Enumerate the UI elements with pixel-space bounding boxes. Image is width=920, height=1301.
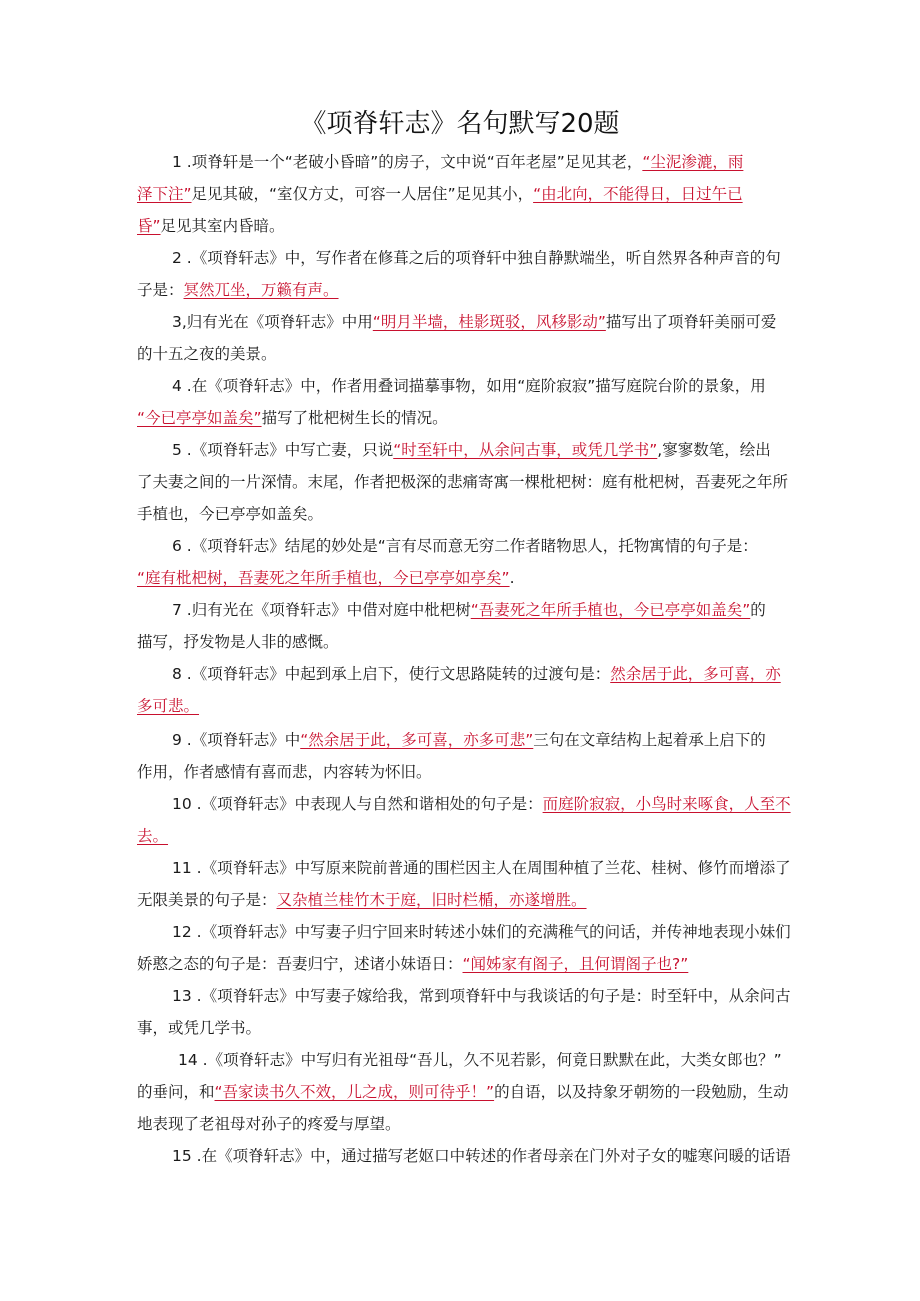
question-text: 6 .《项脊轩志》结尾的妙处是“言有尽而意无穷二作者睹物思人，托物寓情的句子是： — [172, 537, 758, 555]
answer-text: “由北向，不能得日，日过午已 — [533, 185, 743, 203]
question-4 — [172, 370, 822, 402]
question-text: 4 .在《项脊轩志》中，作者用叠词描摹事物，如用“庭阶寂寂”描写庭院台阶的景象，用 — [172, 377, 766, 395]
question-text: 的 — [750, 601, 766, 619]
question-text: 无限美景的句子是： — [137, 891, 277, 909]
question-text: 的自语，以及持象牙朝笏的一段勉励，生动 — [494, 1083, 789, 1101]
question-14 — [178, 1044, 828, 1076]
answer-text: 去。 — [137, 827, 169, 845]
answer-text: 又杂植兰桂竹木于庭，旧时栏楯，亦遂增胜。 — [276, 891, 587, 909]
question-text: 足见其破，“室仅方丈，可容一人居住”足见其小， — [191, 185, 534, 203]
question-2-cont — [137, 274, 787, 306]
question-text: 9 .《项脊轩志》中 — [172, 731, 301, 749]
question-text: ,寥寥数笔，绘出 — [657, 441, 771, 459]
question-11-cont — [137, 884, 787, 916]
question-text: 地表现了老祖母对孙子的疼爱与厚望。 — [137, 1115, 401, 1133]
question-text: 描写出了项脊轩美丽可爱 — [605, 313, 777, 331]
question-text: 7 .归有光在《项脊轩志》中借对庭中枇杷树 — [172, 601, 471, 619]
answer-text: “吾家读书久不效，儿之成，则可待乎！” — [214, 1083, 495, 1101]
answer-text: “吾妻死之年所手植也，今已亭亭如盖矣” — [470, 601, 751, 619]
question-12-cont — [137, 948, 787, 980]
question-text: 的十五之夜的美景。 — [137, 345, 277, 363]
question-6 — [172, 530, 822, 562]
question-2 — [172, 242, 822, 274]
question-text: 12 .《项脊轩志》中写妻子归宁回来时转述小妹们的充满稚气的问话，并传神地表现小妹们 — [172, 923, 791, 941]
answer-text: “今已亭亭如盖矣” — [137, 409, 262, 427]
question-1-cont — [137, 178, 787, 242]
question-text: 子是： — [137, 281, 184, 299]
document-title: 《项脊轩志》名句默写20题 — [300, 109, 620, 139]
question-text: 8 .《项脊轩志》中起到承上启下，使行文思路陡转的过渡句是： — [172, 665, 611, 683]
answer-text: “明月半墙，桂影斑驳，风移影动” — [372, 313, 606, 331]
answer-text: “时至轩中，从余问古事，或凭几学书” — [393, 441, 658, 459]
question-6-cont — [137, 562, 787, 594]
question-text: 娇憨之态的句子是：吾妻归宁，述诸小妹语日： — [137, 955, 463, 973]
question-15 — [172, 1140, 822, 1172]
question-3 — [172, 306, 822, 338]
question-13 — [172, 980, 822, 1012]
question-12 — [172, 916, 822, 948]
question-5-cont — [137, 466, 787, 530]
answer-text: 多可悲。 — [137, 697, 200, 715]
question-text: 作用，作者感情有喜而悲，内容转为怀旧。 — [137, 763, 432, 781]
question-text: 手植也，今已亭亭如盖矣。 — [137, 505, 324, 523]
question-text: 11 .《项脊轩志》中写原来院前普通的围栏因主人在周围种植了兰花、桂树、修竹而增添了 — [172, 859, 791, 877]
question-14-cont — [137, 1076, 787, 1140]
question-text: 1 .项脊轩是一个“老破小昏暗”的房子，文中说“百年老屋”足见其老， — [172, 153, 643, 171]
answer-text: “闻姊家有阁子，且何谓阁子也?” — [462, 955, 689, 973]
answer-text: 然余居于此，多可喜，亦 — [610, 665, 781, 683]
question-text: 了夫妻之间的一片深情。末尾，作者把极深的悲痛寄寓一棵枇杷树：庭有枇杷树，吾妻死之年所 — [137, 473, 789, 491]
question-8 — [172, 658, 822, 690]
question-text: 10 .《项脊轩志》中表现人与自然和谐相处的句子是： — [172, 795, 543, 813]
question-text: 3,归有光在《项脊轩志》中用 — [172, 313, 373, 331]
question-text: 15 .在《项脊轩志》中，通过描写老妪口中转述的作者母亲在门外对子女的嘘寒问暖的话语 — [172, 1147, 791, 1165]
answer-text: 泽下注” — [137, 185, 192, 203]
question-11 — [172, 852, 822, 884]
question-7-cont — [137, 626, 787, 658]
answer-text: 冥然兀坐，万籁有声。 — [183, 281, 339, 299]
answer-text: “庭有枇杷树，吾妻死之年所手植也，今已亭亭如亭矣” — [137, 569, 510, 587]
question-text: 三句在文章结构上起着承上启下的 — [533, 731, 766, 749]
question-text: 5 .《项脊轩志》中写亡妻，只说 — [172, 441, 394, 459]
question-text: 2 .《项脊轩志》中，写作者在修葺之后的项脊轩中独自静默端坐，听自然界各种声音的句 — [172, 249, 781, 267]
question-3-cont — [137, 338, 787, 370]
question-5 — [172, 434, 822, 466]
answer-text: 昏” — [137, 217, 161, 235]
question-text: . — [509, 569, 515, 587]
answer-text: “尘泥渗漉，雨 — [642, 153, 744, 171]
question-text: 14 .《项脊轩志》中写归有光祖母“吾儿，久不见若影，何竟日默默在此，大类女郎也？” — [178, 1051, 782, 1069]
question-8-cont — [137, 690, 787, 722]
question-text: 描写了枇杷树生长的情况。 — [261, 409, 448, 427]
question-text: 的垂问，和 — [137, 1083, 215, 1101]
question-text: 描写，抒发物是人非的感慨。 — [137, 633, 339, 651]
question-9-cont — [137, 756, 787, 788]
question-4-cont — [137, 402, 787, 434]
question-1 — [172, 146, 822, 178]
question-text: 事，或凭几学书。 — [137, 1019, 262, 1037]
question-10-cont — [137, 820, 787, 852]
question-9 — [172, 724, 822, 756]
answer-text: 而庭阶寂寂，小鸟时来啄食，人至不 — [542, 795, 791, 813]
answer-text: “然余居于此，多可喜，亦多可悲” — [300, 731, 534, 749]
question-7 — [172, 594, 822, 626]
question-10 — [172, 788, 822, 820]
question-text: 13 .《项脊轩志》中写妻子嫁给我，常到项脊轩中与我谈话的句子是：时至轩中，从余问古 — [172, 987, 791, 1005]
question-13-cont — [137, 1012, 787, 1044]
question-text: 足见其室内昏暗。 — [160, 217, 285, 235]
